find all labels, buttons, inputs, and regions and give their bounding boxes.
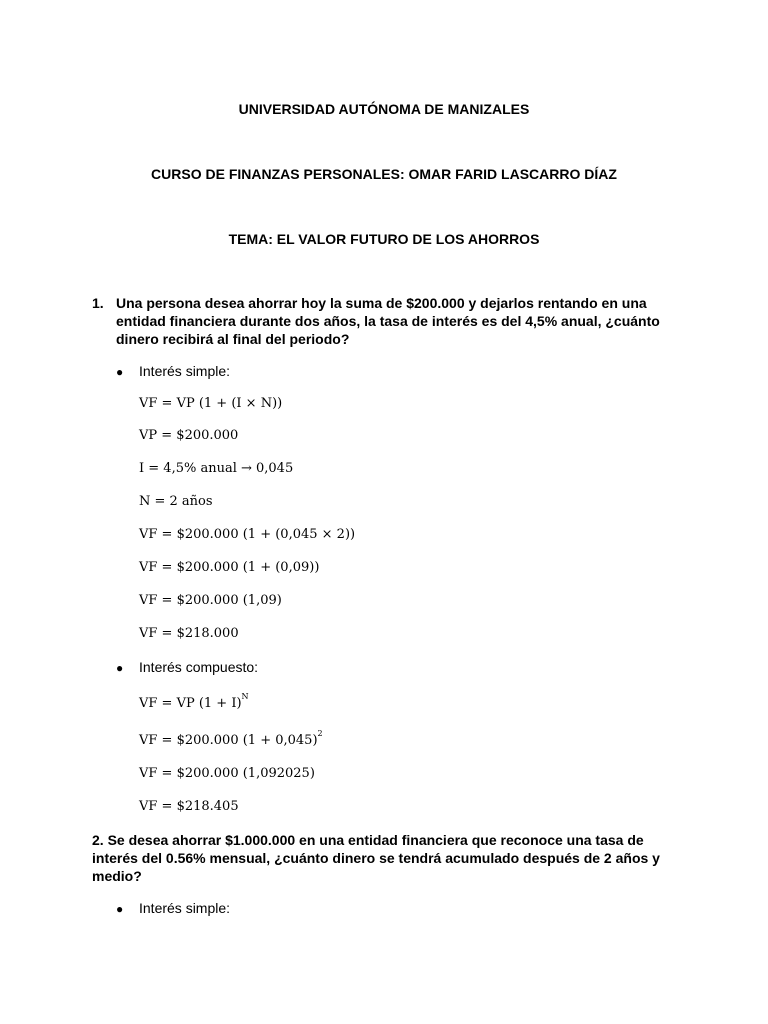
formula-line: VF = $218.405 bbox=[139, 799, 239, 814]
topic-title: TEMA: EL VALOR FUTURO DE LOS AHORROS bbox=[228, 231, 540, 247]
formula-line: VF = $200.000 (1,09) bbox=[139, 593, 282, 608]
bullet-label: Interés compuesto: bbox=[139, 659, 259, 675]
formula-line: VF = $200.000 (1 + (0,045 × 2)) bbox=[139, 527, 356, 542]
formula-line bbox=[139, 692, 249, 713]
bullet-icon: ● bbox=[116, 365, 124, 379]
bullet-simple-interest-1 bbox=[116, 362, 230, 381]
question-1-number: 1. bbox=[92, 295, 104, 311]
formula-line: I = 4,5% anual → 0,045 bbox=[139, 461, 294, 476]
formula-text: VF = VP (1 + I) bbox=[139, 696, 242, 711]
question-1 bbox=[92, 294, 682, 348]
bullet-label: Interés simple: bbox=[139, 900, 231, 916]
formula-line: VF = $200.000 (1 + (0,09)) bbox=[139, 560, 320, 575]
course-title: CURSO DE FINANZAS PERSONALES: OMAR FARID LASCARRO DÍAZ bbox=[151, 166, 617, 182]
formula-line bbox=[139, 729, 323, 750]
formula-exponent: N bbox=[241, 692, 249, 701]
formula-line: VF = VP (1 + (I × N)) bbox=[139, 396, 283, 411]
formula-line: VP = $200.000 bbox=[139, 428, 239, 443]
bullet-compound-interest-1 bbox=[116, 658, 258, 677]
university-title: UNIVERSIDAD AUTÓNOMA DE MANIZALES bbox=[238, 101, 530, 117]
formula-line: N = 2 años bbox=[139, 494, 213, 509]
bullet-simple-interest-2 bbox=[116, 899, 230, 918]
bullet-icon: ● bbox=[116, 902, 124, 916]
formula-line: VF = $200.000 (1,092025) bbox=[139, 766, 315, 781]
formula-exponent: 2 bbox=[317, 729, 323, 738]
formula-text: VF = $200.000 (1 + 0,045) bbox=[139, 733, 318, 748]
formula-line: VF = $218.000 bbox=[139, 626, 239, 641]
question-1-text: Una persona desea ahorrar hoy la suma de $200.000 y dejarlos rentando en una entidad financiera durante dos años, la tasa de interés es del 4,5% anual, ¿cuánto dinero recibirá al final del periodo? bbox=[116, 295, 660, 347]
question-2: 2. Se desea ahorrar $1.000.000 en una entidad financiera que reconoce una tasa de interés del 0.56% mensual, ¿cuánto dinero se tendrá acumulado después de 2 años y medio? bbox=[92, 832, 660, 884]
bullet-icon: ● bbox=[116, 661, 124, 675]
bullet-label: Interés simple: bbox=[139, 363, 231, 379]
